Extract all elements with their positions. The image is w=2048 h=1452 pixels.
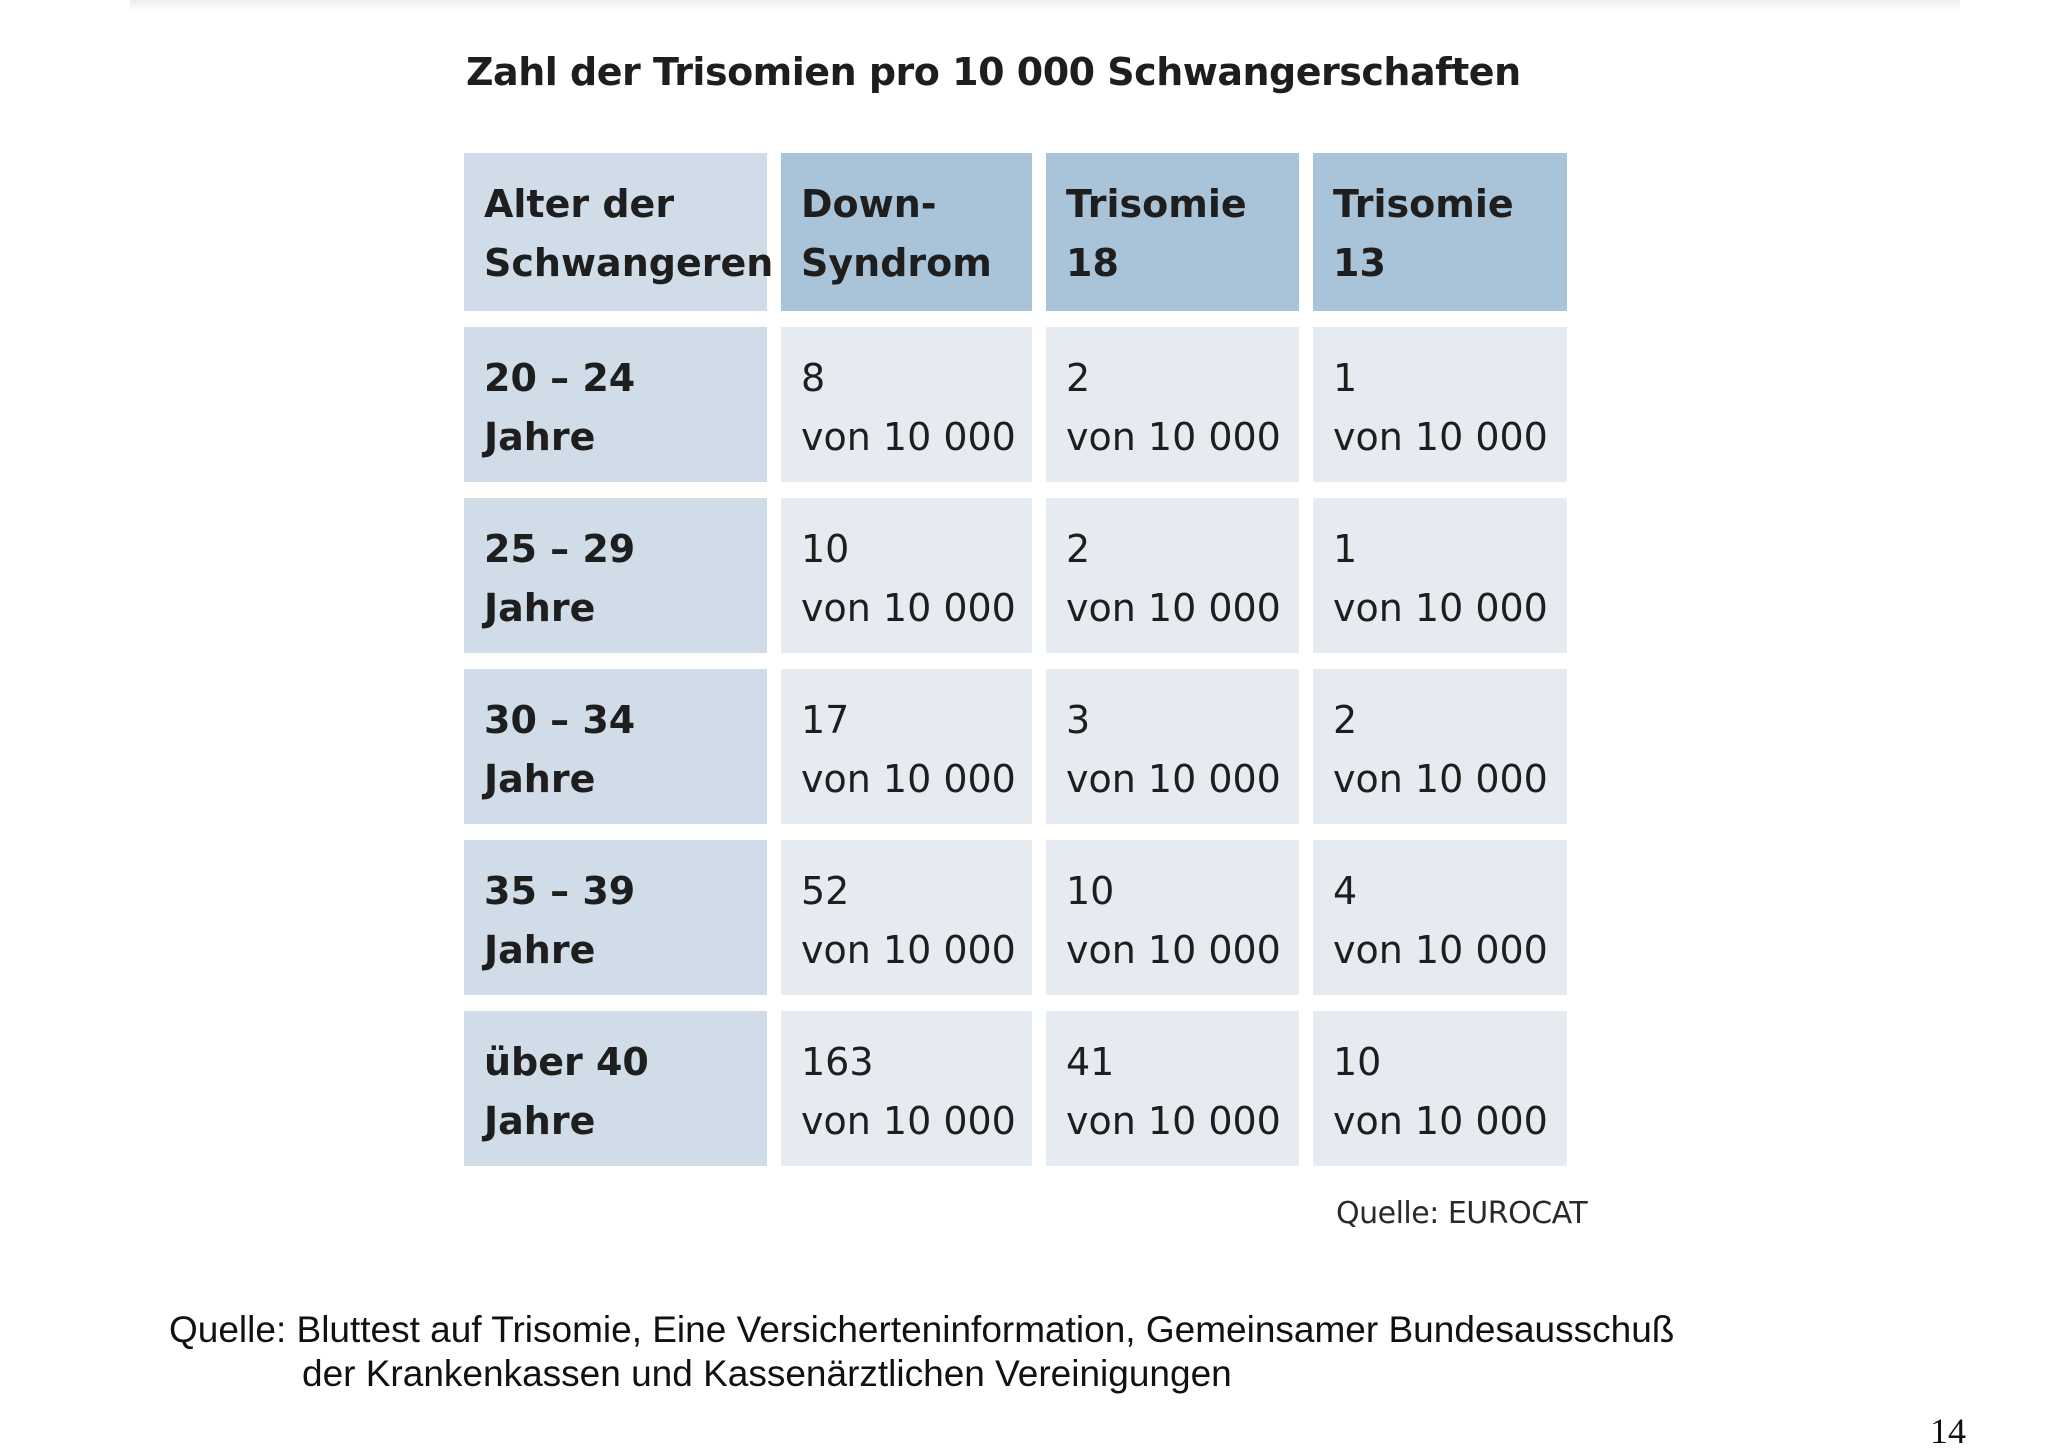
age-range: 35 – 39 <box>484 869 636 913</box>
value-cell <box>781 840 1032 995</box>
value-number: 2 <box>1333 698 1358 742</box>
value-cell <box>1313 840 1567 995</box>
value-unit: von 10 000 <box>1333 415 1548 459</box>
value-unit: von 10 000 <box>801 928 1016 972</box>
header-cell-age <box>464 153 774 311</box>
table-source: Quelle: EUROCAT <box>1336 1196 1588 1231</box>
value-number: 4 <box>1333 869 1358 913</box>
value-cell <box>1046 1011 1299 1166</box>
value-number: 2 <box>1066 356 1091 400</box>
trisomy-table <box>464 153 1567 1166</box>
header-line: 18 <box>1066 241 1119 285</box>
age-cell <box>464 669 767 824</box>
header-line: Trisomie <box>1333 182 1514 226</box>
value-number: 17 <box>801 698 850 742</box>
value-unit: von 10 000 <box>1066 586 1281 630</box>
value-cell <box>1046 840 1299 995</box>
footnote-line: Quelle: Bluttest auf Trisomie, Eine Versicherteninformation, Gemeinsamer Bundesausschuß <box>169 1309 1675 1350</box>
value-number: 10 <box>1066 869 1115 913</box>
top-divider <box>130 0 1960 12</box>
age-unit: Jahre <box>484 415 596 459</box>
value-cell <box>1046 327 1299 482</box>
value-unit: von 10 000 <box>801 415 1016 459</box>
age-unit: Jahre <box>484 928 596 972</box>
value-cell <box>1313 1011 1567 1166</box>
value-number: 8 <box>801 356 826 400</box>
value-number: 3 <box>1066 698 1091 742</box>
footnote-line: der Krankenkassen und Kassenärztlichen Vereinigungen <box>302 1353 1232 1394</box>
value-number: 10 <box>801 527 850 571</box>
value-cell <box>781 1011 1032 1166</box>
value-number: 1 <box>1333 356 1358 400</box>
age-unit: Jahre <box>484 586 596 630</box>
value-unit: von 10 000 <box>1066 757 1281 801</box>
age-cell <box>464 840 767 995</box>
value-cell <box>1313 669 1567 824</box>
age-unit: Jahre <box>484 757 596 801</box>
value-cell <box>781 327 1032 482</box>
header-cell-down-syndrom <box>781 153 1032 311</box>
age-cell <box>464 498 767 653</box>
value-unit: von 10 000 <box>801 757 1016 801</box>
value-unit: von 10 000 <box>1333 928 1548 972</box>
value-unit: von 10 000 <box>801 586 1016 630</box>
value-number: 2 <box>1066 527 1091 571</box>
value-unit: von 10 000 <box>801 1099 1016 1143</box>
value-unit: von 10 000 <box>1066 928 1281 972</box>
value-cell <box>1313 498 1567 653</box>
age-range: über 40 <box>484 1040 649 1084</box>
value-number: 41 <box>1066 1040 1115 1084</box>
header-cell-trisomie-18 <box>1046 153 1299 311</box>
header-line: Alter der <box>484 182 675 226</box>
age-unit: Jahre <box>484 1099 596 1143</box>
page-number: 14 <box>1930 1411 1966 1451</box>
value-number: 52 <box>801 869 850 913</box>
table-title: Zahl der Trisomien pro 10 000 Schwangerschaften <box>466 50 1521 94</box>
value-unit: von 10 000 <box>1333 586 1548 630</box>
value-number: 1 <box>1333 527 1358 571</box>
value-unit: von 10 000 <box>1333 1099 1548 1143</box>
value-cell <box>1046 669 1299 824</box>
header-line: Syndrom <box>801 241 992 285</box>
value-cell <box>1313 327 1567 482</box>
header-cell-trisomie-13 <box>1313 153 1567 311</box>
value-unit: von 10 000 <box>1333 757 1548 801</box>
header-line: 13 <box>1333 241 1386 285</box>
header-line: Trisomie <box>1066 182 1247 226</box>
value-unit: von 10 000 <box>1066 415 1281 459</box>
age-range: 25 – 29 <box>484 527 636 571</box>
age-range: 20 – 24 <box>484 356 636 400</box>
age-range: 30 – 34 <box>484 698 636 742</box>
age-cell <box>464 1011 767 1166</box>
age-cell <box>464 327 767 482</box>
value-unit: von 10 000 <box>1066 1099 1281 1143</box>
footnote-source <box>169 1308 1674 1396</box>
value-cell <box>781 498 1032 653</box>
header-line: Down- <box>801 182 937 226</box>
value-number: 10 <box>1333 1040 1382 1084</box>
value-cell <box>781 669 1032 824</box>
value-number: 163 <box>801 1040 874 1084</box>
header-line: Schwangeren <box>484 241 774 285</box>
value-cell <box>1046 498 1299 653</box>
